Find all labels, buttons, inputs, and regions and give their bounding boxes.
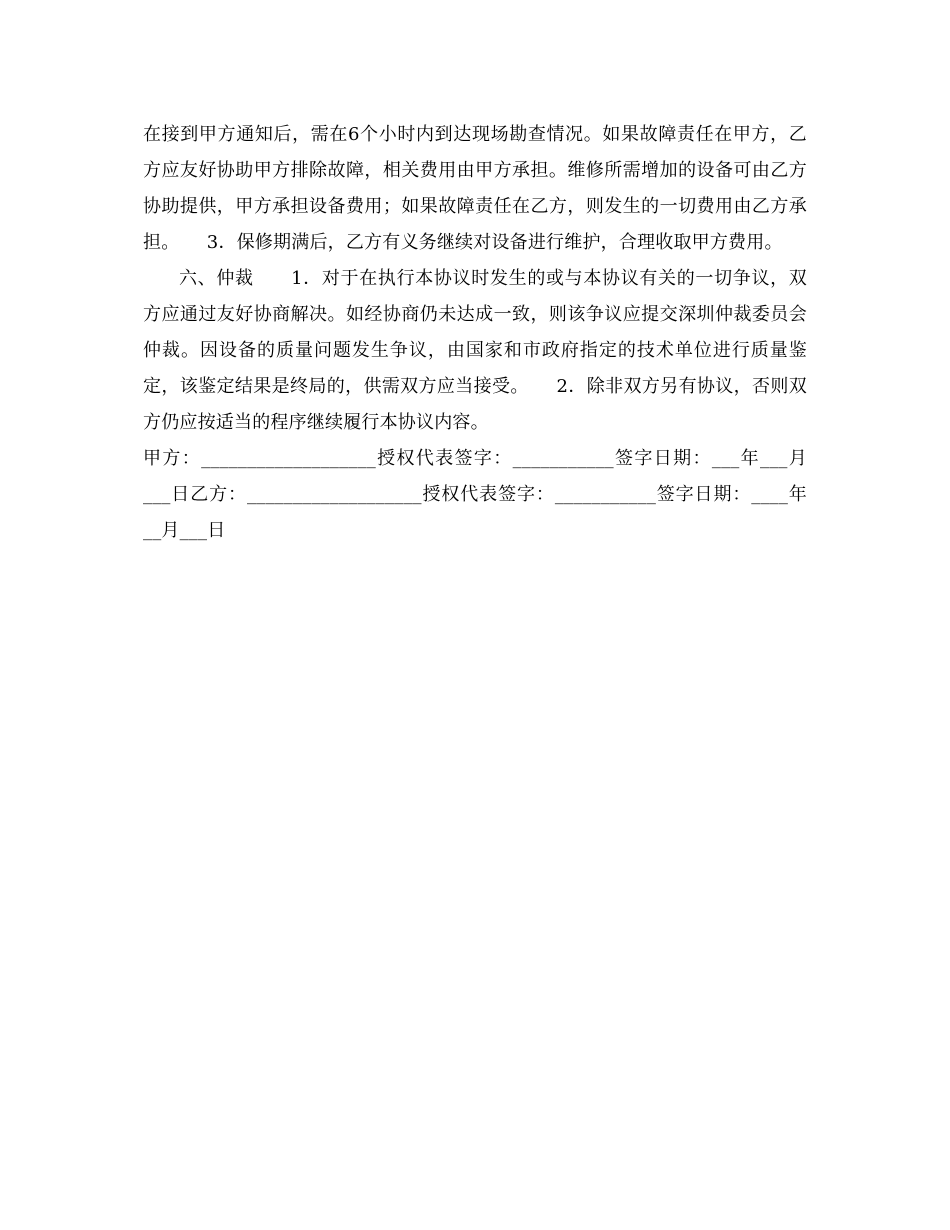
arbitration-paragraph: 六、仲裁 1．对于在执行本协议时发生的或与本协议有关的一切争议，双方应通过友好协商解决。如经协商仍未达成一致，则该争议应提交深圳仲裁委员会仲裁。因设备的质量问题发生争议，由国家和市政府指定的技术单位进行质量鉴定，该鉴定结果是终局的，供需双方应当接受。 2．除非双方另有协议，否则双方仍应按适当的程序继续履行本协议内容。 [143, 268, 807, 433]
document-body [143, 117, 807, 549]
warranty-paragraph: 在接到甲方通知后，需在6个小时内到达现场勘查情况。如果故障责任在甲方，乙方应友好协助甲方排除故障，相关费用由甲方承担。维修所需增加的设备可由乙方协助提供，甲方承担设备费用；如果故障责任在乙方，则发生的一切费用由乙方承担。 3．保修期满后，乙方有义务继续对设备进行维护，合理收取甲方费用。 [143, 124, 807, 253]
signature-block: 甲方：___________________授权代表签字：___________签字日期：___年___月___日乙方：___________________授权代表签字：___________签字日期：____年__月___日 [143, 448, 807, 541]
